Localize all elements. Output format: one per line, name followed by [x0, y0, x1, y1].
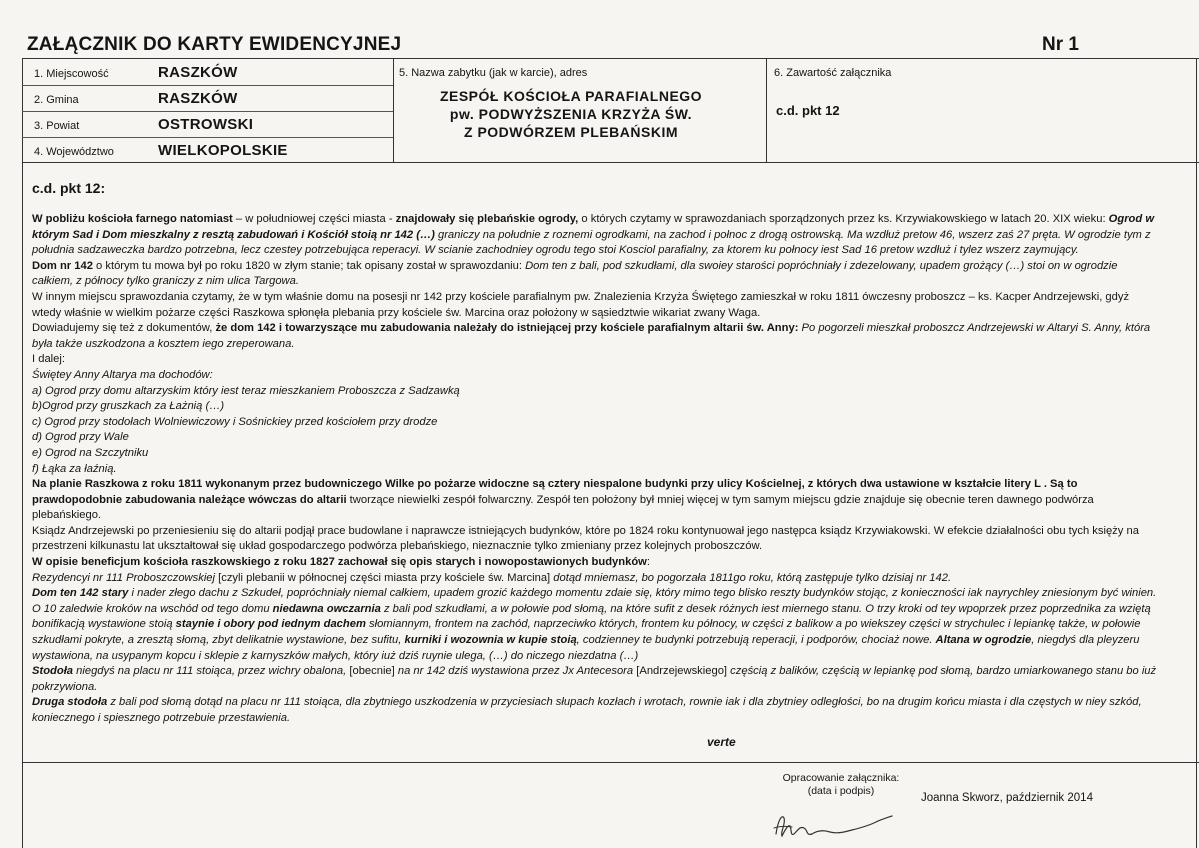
paragraph — [32, 321, 1160, 352]
paragraph — [32, 477, 1160, 524]
annex-content-label: 6. Zawartość załącznika — [774, 67, 892, 79]
text-run: że dom 142 i towarzyszące mu zabudowania należały do istniejącej przy kościele parafialnym altarii św. Anny: — [215, 322, 799, 335]
altaria-item: a) Ogrod przy domu altarzyskim który iest teraz mieszkaniem Proboszcza z Sadzawką — [32, 384, 460, 397]
altaria-heading: Świętey Anny Altarya ma dochodów: — [32, 368, 213, 381]
prepared-by-label — [756, 772, 926, 798]
text-run: W innym miejscu sprawozdania czytamy, że w tym właśnie domu na posesji nr 142 przy kościele parafialnym pw. Znalezienia Krzyża Świętego zamieszkał w roku 1811 ówczesny proboszcz – ks. Kacper Andrzejewski, gdyż wtedy właśnie w wielkim pożarze części Raszkowa spłonęła plebania przy kościele św. Marcina oraz położony w sąsiedztwie wikariat zwany Waga. — [32, 290, 1130, 319]
paragraph — [32, 259, 1160, 290]
text-run: Dom ten 142 stary — [32, 587, 129, 600]
page-left-border — [22, 162, 23, 848]
text-run: dotąd mniemasz, bo pogorzała 1811go roku, którą zastępuje tylko dzisiaj nr 142. — [553, 571, 952, 584]
monument-name-line-2: pw. PODWYŻSZENIA KRZYŻA ŚW. — [449, 106, 693, 122]
header-left-border — [22, 58, 23, 162]
monument-name-line-3: Z PODWÓRZEM PLEBAŃSKIM — [464, 124, 678, 140]
monument-name-line-1: ZESPÓŁ KOŚCIOŁA PARAFIALNEGO — [439, 88, 703, 104]
text-run: i nader złego dachu z Szkudeł, popróchniały niemal całkiem, upadem grozić każdego momentu zdaie się, który mimo tego blisko reszty budynków stojąc, z konieczności iak nayrychley zniesionym być winien. O 10 zaledwie kroków na wschód od tego domu — [32, 587, 1157, 615]
paragraph: I dalej: — [32, 353, 65, 366]
text-run: staynie i obory pod iednym dachem — [175, 618, 366, 631]
location-row-rule-1 — [22, 85, 393, 86]
paragraph — [32, 290, 1160, 321]
altaria-item: b)Ogrod przy gruszkach za Łażnią (…) — [32, 400, 225, 413]
text-run: częścią z balików, częścią w lepiankę pod słomą, bardzo umiarkowanego stanu bo iuż pokrzywiona. — [32, 665, 1157, 693]
voivodeship-label: 4. Województwo — [34, 146, 114, 158]
text-run: [obecnie] — [349, 665, 398, 678]
text-run: – w południowej części miasta - — [232, 213, 396, 225]
header-divider-1 — [393, 58, 394, 162]
page-right-border — [1196, 58, 1197, 848]
text-run: na nr 142 dziś wystawiona przez Jx Antecesora — [397, 665, 637, 678]
header-bottom-rule — [22, 162, 1199, 163]
text-run: Po pogorzeli mieszkał proboszcz Andrzejewski w Altaryi S. Anny, która była także uszkodzona a kosztem iego zreperowana. — [32, 322, 1151, 350]
voivodeship-value: WIELKOPOLSKIE — [158, 142, 288, 159]
text-run: o których czytamy w sprawozdaniach sporządzonych przez ks. Krzywiakowskiego w latach 20. XIX wieku: — [578, 213, 1109, 225]
paragraph — [32, 212, 1160, 259]
text-run: niedawna owczarnia — [272, 602, 381, 615]
text-run: słomiannym, frontem na zachód, naprzeciwko których, frontem ku północy, w części z balikow a po wiekszey części w strychulec i lepiankę także, w połowie szkudłami pokryte, a zresztą słomą, zbyt delikatnie wystawione, bez sufitu, — [32, 618, 1141, 647]
text-run: znajdowały się plebańskie ogrody, — [395, 213, 579, 225]
monument-name — [398, 87, 744, 141]
text-run: Dom ten z bali, pod szkudłami, dla swoiey starości popróchniały i zdezelowany, upadem grożący (…) stoi on w ogrodzie całkiem, z północy tylko graniczy z nim ulica Targowa. — [32, 259, 1118, 288]
paragraph — [32, 664, 1160, 695]
text-run: z bali pod szkudłami, a w połowie pod słomą, na które sufit z desek różnych iest miernego stanu. O trzy kroki od tey wpoprzek przez poprzednika za wziętą bonifikacją wystawione stoią — [32, 602, 1151, 631]
text-run: Altana w ogrodzie — [935, 634, 1032, 647]
altaria-item: c) Ogrod przy stodołach Wolniewiczowy i Sośnickiey przed kościołem przy drodze — [32, 415, 438, 428]
header-top-rule — [22, 58, 1199, 59]
text-run: niegdyś na placu nr 111 stoiąca, przez wichry obalona, — [73, 665, 350, 678]
text-run: Dowiadujemy się też z dokumentów, — [32, 322, 216, 335]
commune-label: 2. Gmina — [34, 94, 79, 106]
text-run: Ksiądz Andrzejewski po przeniesieniu się do altarii podjął prace budowlane i naprawcze istniejących budynków, które po 1824 roku kontynuował jego następca ksiądz Krzywiakowski. W efekcie działalności obu tych księży na przestrzeni kilkunastu lat ukształtował się układ gospodarczego podwórza plebańskiego, nieznacznie tylko zmieniany przez kolejnych proboszczów. — [32, 524, 1139, 553]
text-run: W pobliżu kościoła farnego natomiast — [32, 213, 233, 225]
text-run: : — [646, 556, 650, 569]
altaria-item: d) Ogrod przy Wale — [32, 431, 129, 444]
location-row-rule-2 — [22, 111, 393, 112]
author-and-date: Joanna Skworz, październik 2014 — [921, 792, 1093, 804]
text-run: graniczy na południe z roznemi ogrodkami, na zachod i połnoc z drogą ostrowską. Ma wzdłuż pretow 46, wszerz zaś 27 pręta. W ogrodzie tym z południa sadzaweczka bardzo potrzebna, lecz czestey potrzebująca reperacyi. W scianie zachodniey ogrodu tego stoi Kosciol parafialny, za ktorem ku połnocy iest Sad 16 pretow wzdłuż i tylez wszerz zaymujący. — [32, 228, 1151, 257]
locality-value: RASZKÓW — [158, 64, 238, 81]
text-run: , codzienney te budynki potrzebują reperacji, i podporów, chociaż nowe. — [576, 634, 936, 647]
text-run: [czyli plebanii w północnej części miasta przy kościele św. Marcina] — [215, 571, 554, 584]
verte-note: verte — [707, 735, 736, 749]
text-run: , niegdyś dla pleyzeru wystawiona, na usypanym kopcu i sklepie z karnyszków małych, który iuż dziś ruynie ulega, (…) do niczego niezdatna (…) — [32, 634, 1140, 662]
paragraph — [32, 571, 1160, 587]
text-run: Dom nr 142 — [32, 259, 93, 272]
commune-value: RASZKÓW — [158, 90, 238, 107]
text-run: Stodoła — [32, 665, 74, 678]
text-run: Ogrod w którym Sad i Dom mieszkalny z resztą zabudowań i Kościół stoią nr 142 (…) — [32, 213, 1155, 241]
paragraph — [32, 586, 1160, 664]
text-run: tworzące niewielki zespół folwarczny. Zespół ten położony był mniej więcej w tym samym miejscu gdzie znajduje się obecnie teren dawnego podwórza plebańskiego. — [32, 493, 1094, 522]
text-run: Druga stodoła — [32, 696, 108, 709]
county-label: 3. Powiat — [34, 120, 80, 132]
annex-body-text — [32, 212, 1160, 727]
altaria-item: f) Łąka za łaźnią. — [32, 462, 117, 475]
document-title: ZAŁĄCZNIK DO KARTY EWIDENCYJNEJ — [27, 34, 402, 55]
body-bottom-rule — [22, 762, 1199, 763]
annex-content-value: c.d. pkt 12 — [776, 103, 840, 118]
text-run: Rezydencyi nr 111 Proboszczowskiej — [32, 571, 216, 584]
text-run: o którym tu mowa był po roku 1820 w złym stanie; tak opisany został w sprawozdaniu: — [92, 259, 526, 272]
location-row-rule-3 — [22, 137, 393, 138]
text-run: W opisie beneficjum kościoła raszkowskiego z roku 1827 zachował się opis starych i nowopostawionych budynków — [32, 556, 647, 569]
text-run: Na planie Raszkowa z roku 1811 wykonanym przez budowniczego Wilke po pożarze widoczne są cztery niespalone budynki przy ulicy Kościelnej, z których dwa ustawione w kształcie litery L . Są to prawdopodobnie zabudowania należące wówczas do altarii — [32, 478, 1078, 506]
document-number: Nr 1 — [1042, 34, 1079, 55]
text-run: [Andrzejewskiego] — [636, 665, 728, 678]
date-sign-label-line: (data i podpis) — [807, 785, 875, 797]
section-heading: c.d. pkt 12: — [32, 180, 106, 196]
text-run: z bali pod słomą dotąd na placu nr 111 stoiąca, dla zbytniego uszkodzenia w przyciesiach słupach kozłach i wrotach, rownie iak i dla zbytniey odległości, bo na drugim końcu miasta i dla częstych w niey szkód, koniecznego i spiesznego potrzebuie przestawienia. — [32, 696, 1142, 724]
paragraph — [32, 695, 1160, 726]
altaria-item: e) Ogrod na Szczytniku — [32, 446, 149, 459]
text-run: kurniki i wozownia w kupie stoią — [404, 634, 577, 647]
county-value: OSTROWSKI — [158, 116, 254, 133]
paragraph — [32, 555, 1160, 571]
paragraph — [32, 524, 1160, 555]
prepared-label-line: Opracowanie załącznika: — [782, 772, 900, 784]
header-divider-2 — [766, 58, 767, 162]
monument-name-label: 5. Nazwa zabytku (jak w karcie), adres — [399, 67, 588, 79]
handwritten-signature — [768, 806, 898, 842]
locality-label: 1. Miejscowość — [34, 68, 109, 80]
